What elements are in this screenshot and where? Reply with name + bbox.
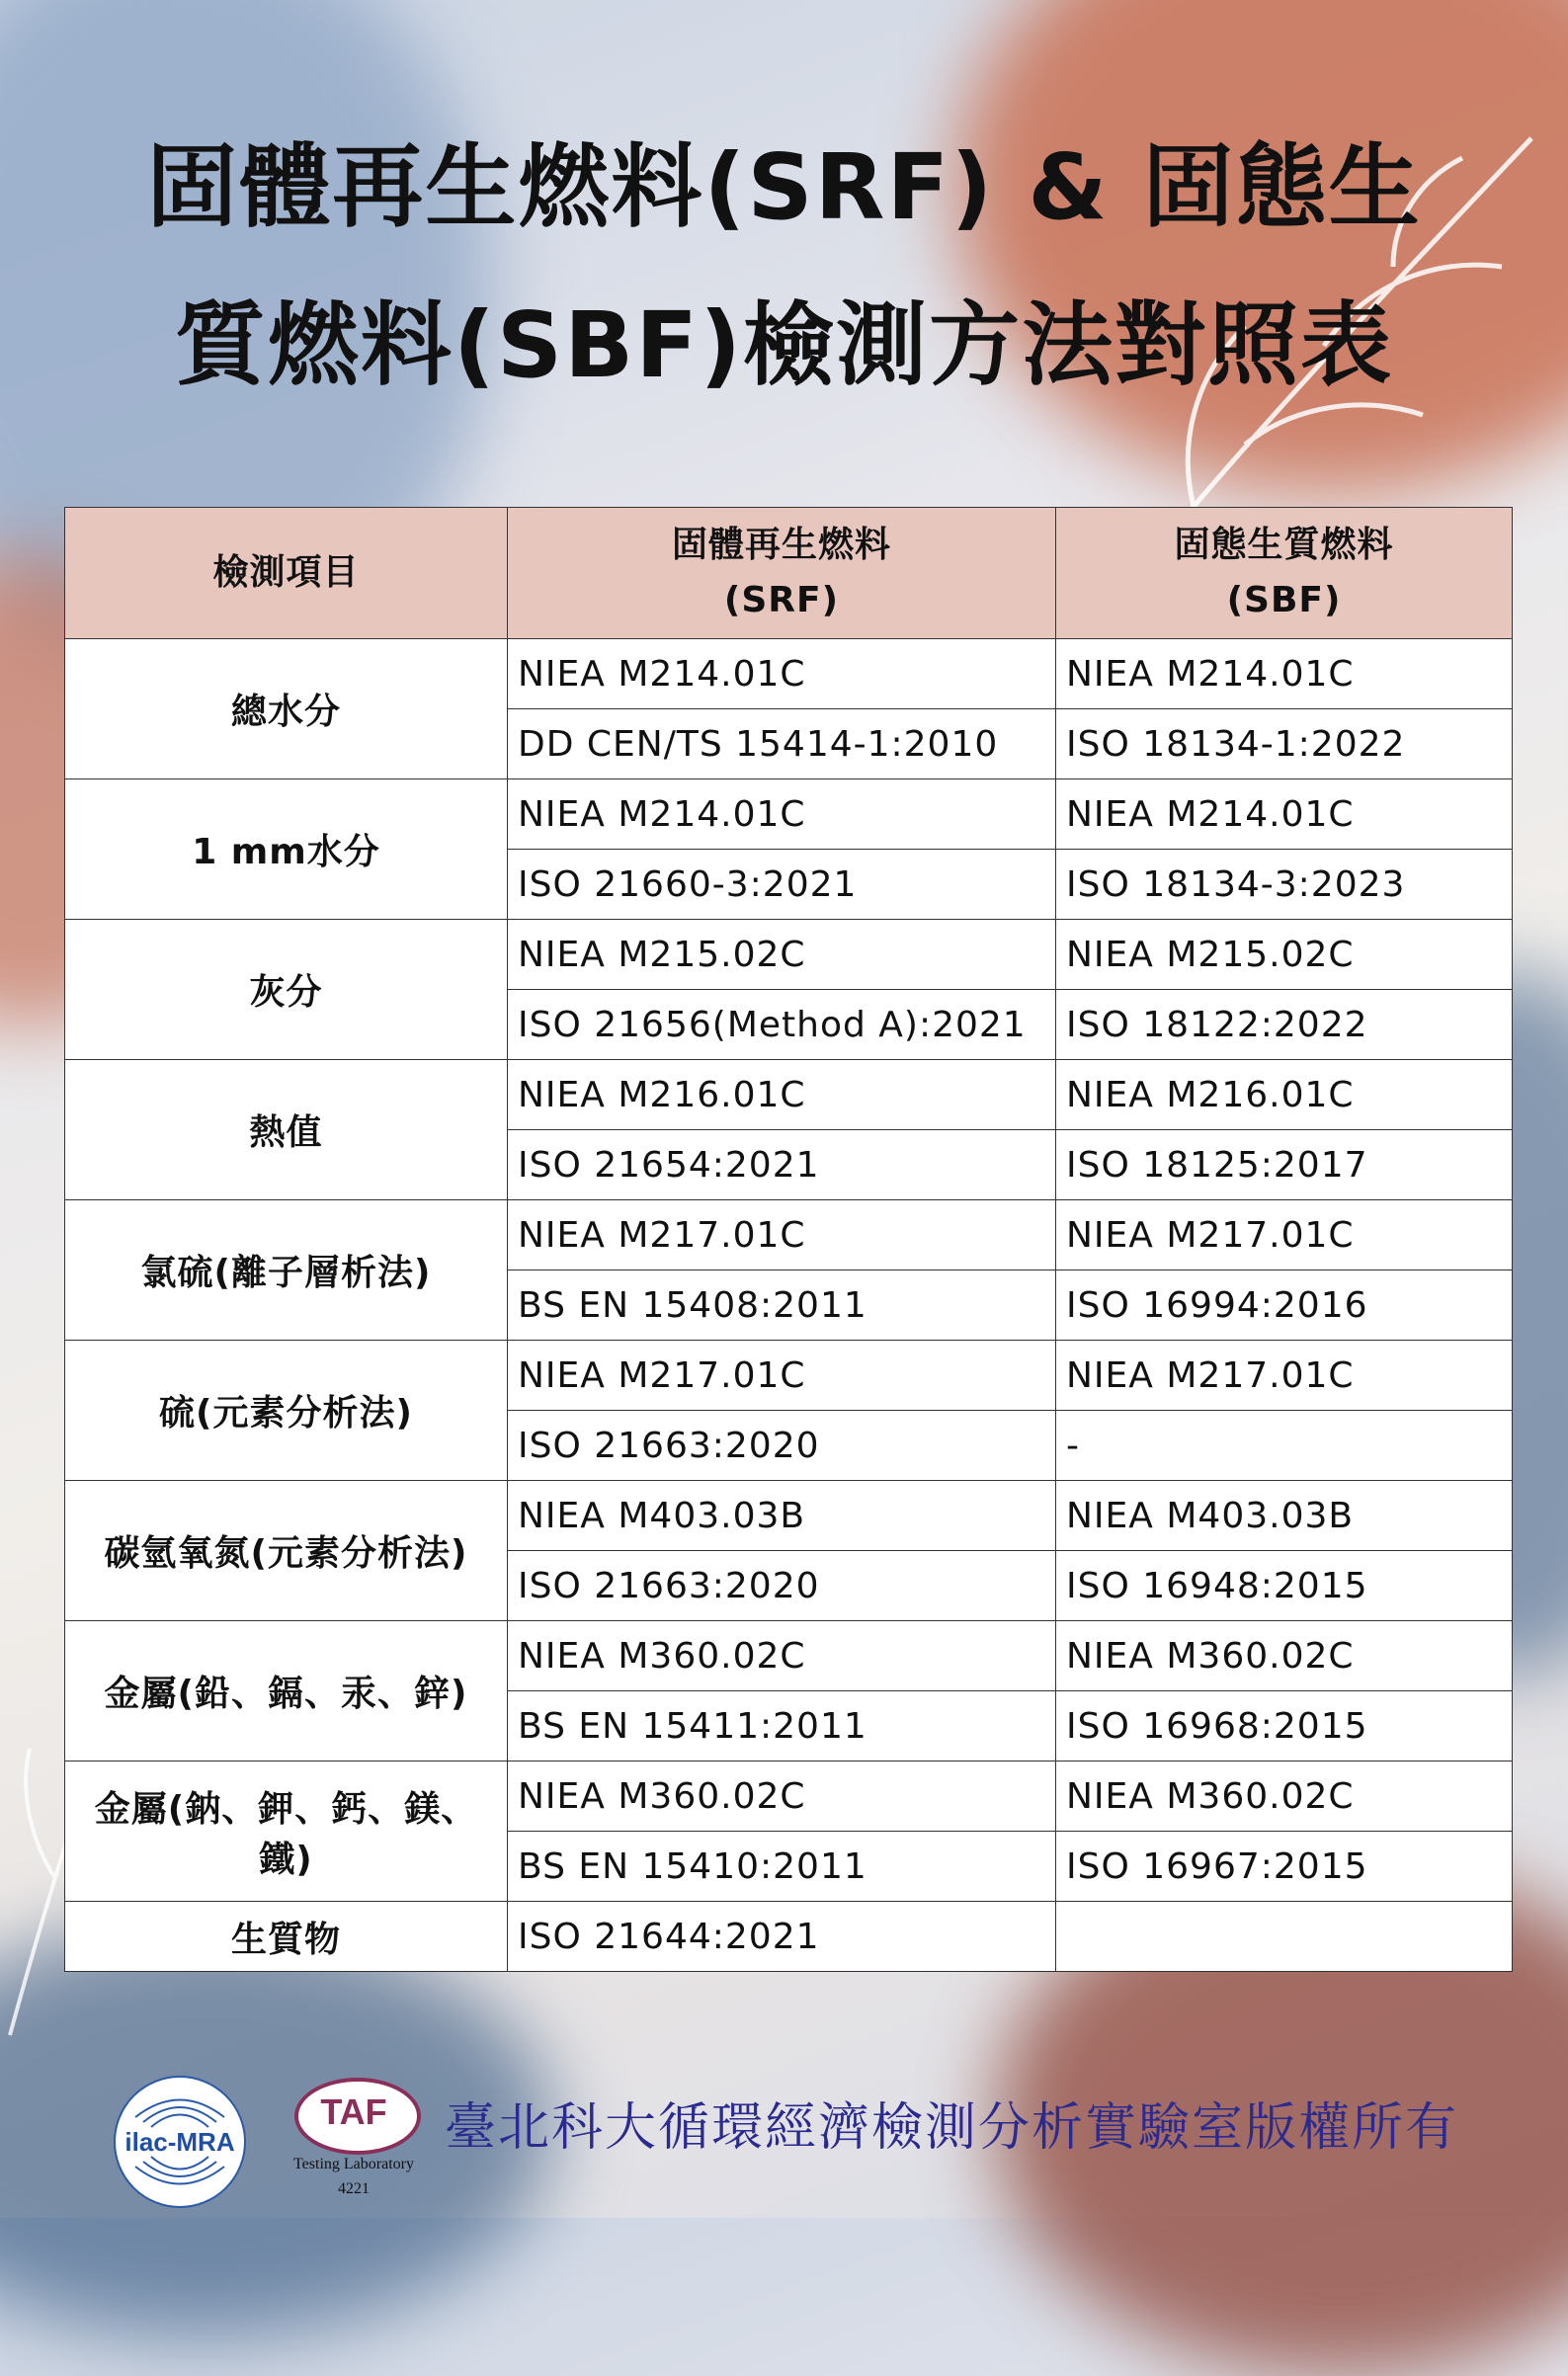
srf-method-cell: NIEA M214.01C <box>508 639 1056 709</box>
sbf-method-cell: ISO 18122:2022 <box>1056 990 1513 1060</box>
sbf-method-cell: ISO 16967:2015 <box>1056 1832 1513 1902</box>
srf-method-cell: NIEA M214.01C <box>508 779 1056 850</box>
srf-method-cell: BS EN 15411:2011 <box>508 1691 1056 1762</box>
sbf-method-cell: ISO 16948:2015 <box>1056 1551 1513 1621</box>
title-line-1: 固體再生燃料(SRF) & 固態生 <box>146 134 1422 240</box>
table-row <box>65 1902 1513 1972</box>
sbf-method-cell: ISO 18134-1:2022 <box>1056 709 1513 779</box>
copyright-text: 臺北科大循環經濟檢測分析實驗室版權所有 <box>445 2098 1459 2158</box>
srf-method-cell: NIEA M217.01C <box>508 1200 1056 1270</box>
srf-method-cell: NIEA M360.02C <box>508 1621 1056 1691</box>
header-sbf-sub: (SBF) <box>1226 580 1342 620</box>
sbf-method-cell: ISO 16994:2016 <box>1056 1270 1513 1341</box>
table-body <box>65 639 1513 1972</box>
test-item-cell: 熱值 <box>65 1060 508 1200</box>
taf-subtitle: Testing Laboratory <box>293 2156 414 2172</box>
sbf-method-cell <box>1056 1902 1513 1972</box>
taf-number: 4221 <box>338 2180 370 2197</box>
test-item-cell: 碳氫氧氮(元素分析法) <box>65 1481 508 1621</box>
table-row <box>65 779 1513 850</box>
sbf-method-cell: ISO 16968:2015 <box>1056 1691 1513 1762</box>
header-item: 檢測項目 <box>65 508 508 639</box>
header-srf-sub: (SRF) <box>723 580 840 620</box>
sbf-method-cell: NIEA M214.01C <box>1056 779 1513 850</box>
test-item-cell: 硫(元素分析法) <box>65 1341 508 1481</box>
srf-method-cell: BS EN 15408:2011 <box>508 1270 1056 1341</box>
test-item-cell: 氯硫(離子層析法) <box>65 1200 508 1341</box>
taf-logo <box>280 2078 428 2206</box>
srf-method-cell: NIEA M403.03B <box>508 1481 1056 1551</box>
srf-method-cell: NIEA M217.01C <box>508 1341 1056 1411</box>
test-item-cell: 總水分 <box>65 639 508 779</box>
table-row <box>65 639 1513 709</box>
sbf-method-cell: NIEA M217.01C <box>1056 1341 1513 1411</box>
test-item-cell: 生質物 <box>65 1902 508 1972</box>
table-row <box>65 1341 1513 1411</box>
sbf-method-cell: - <box>1056 1411 1513 1481</box>
sbf-method-cell: NIEA M216.01C <box>1056 1060 1513 1130</box>
test-item-cell: 灰分 <box>65 920 508 1060</box>
table-row <box>65 1621 1513 1691</box>
srf-method-cell: NIEA M360.02C <box>508 1762 1056 1832</box>
header-sbf-label: 固態生質燃料 <box>1174 525 1394 565</box>
sbf-method-cell: NIEA M360.02C <box>1056 1621 1513 1691</box>
ilac-mra-logo <box>114 2076 246 2208</box>
sbf-method-cell: NIEA M403.03B <box>1056 1481 1513 1551</box>
methods-table <box>64 507 1513 1972</box>
srf-method-cell: ISO 21644:2021 <box>508 1902 1056 1972</box>
table-row <box>65 1481 1513 1551</box>
test-item-cell: 金屬(鉛、鎘、汞、鋅) <box>65 1621 508 1762</box>
test-item-cell: 1 mm水分 <box>65 779 508 920</box>
sbf-method-cell: NIEA M215.02C <box>1056 920 1513 990</box>
sbf-method-cell: NIEA M217.01C <box>1056 1200 1513 1270</box>
title-line-2: 質燃料(SBF)檢測方法對照表 <box>174 292 1394 398</box>
srf-method-cell: NIEA M216.01C <box>508 1060 1056 1130</box>
srf-method-cell: ISO 21654:2021 <box>508 1130 1056 1200</box>
srf-method-cell: ISO 21656(Method A):2021 <box>508 990 1056 1060</box>
header-sbf <box>1056 508 1513 639</box>
test-item-cell: 金屬(鈉、鉀、鈣、鎂、鐵) <box>65 1762 508 1902</box>
srf-method-cell: ISO 21663:2020 <box>508 1551 1056 1621</box>
table-header-row <box>65 508 1513 639</box>
ilac-logo-text: ilac-MRA <box>124 2127 235 2157</box>
taf-logo-text: TAF <box>320 2091 387 2132</box>
table-row <box>65 1762 1513 1832</box>
sbf-method-cell: ISO 18134-3:2023 <box>1056 850 1513 920</box>
srf-method-cell: BS EN 15410:2011 <box>508 1832 1056 1902</box>
srf-method-cell: DD CEN/TS 15414-1:2010 <box>508 709 1056 779</box>
table-row <box>65 920 1513 990</box>
srf-method-cell: ISO 21663:2020 <box>508 1411 1056 1481</box>
sbf-method-cell: NIEA M360.02C <box>1056 1762 1513 1832</box>
srf-method-cell: NIEA M215.02C <box>508 920 1056 990</box>
page-title <box>0 109 1568 425</box>
footer <box>0 2070 1568 2218</box>
sbf-method-cell: ISO 18125:2017 <box>1056 1130 1513 1200</box>
table-row <box>65 1200 1513 1270</box>
header-srf <box>508 508 1056 639</box>
srf-method-cell: ISO 21660-3:2021 <box>508 850 1056 920</box>
table-row <box>65 1060 1513 1130</box>
sbf-method-cell: NIEA M214.01C <box>1056 639 1513 709</box>
header-srf-label: 固體再生燃料 <box>671 525 891 565</box>
